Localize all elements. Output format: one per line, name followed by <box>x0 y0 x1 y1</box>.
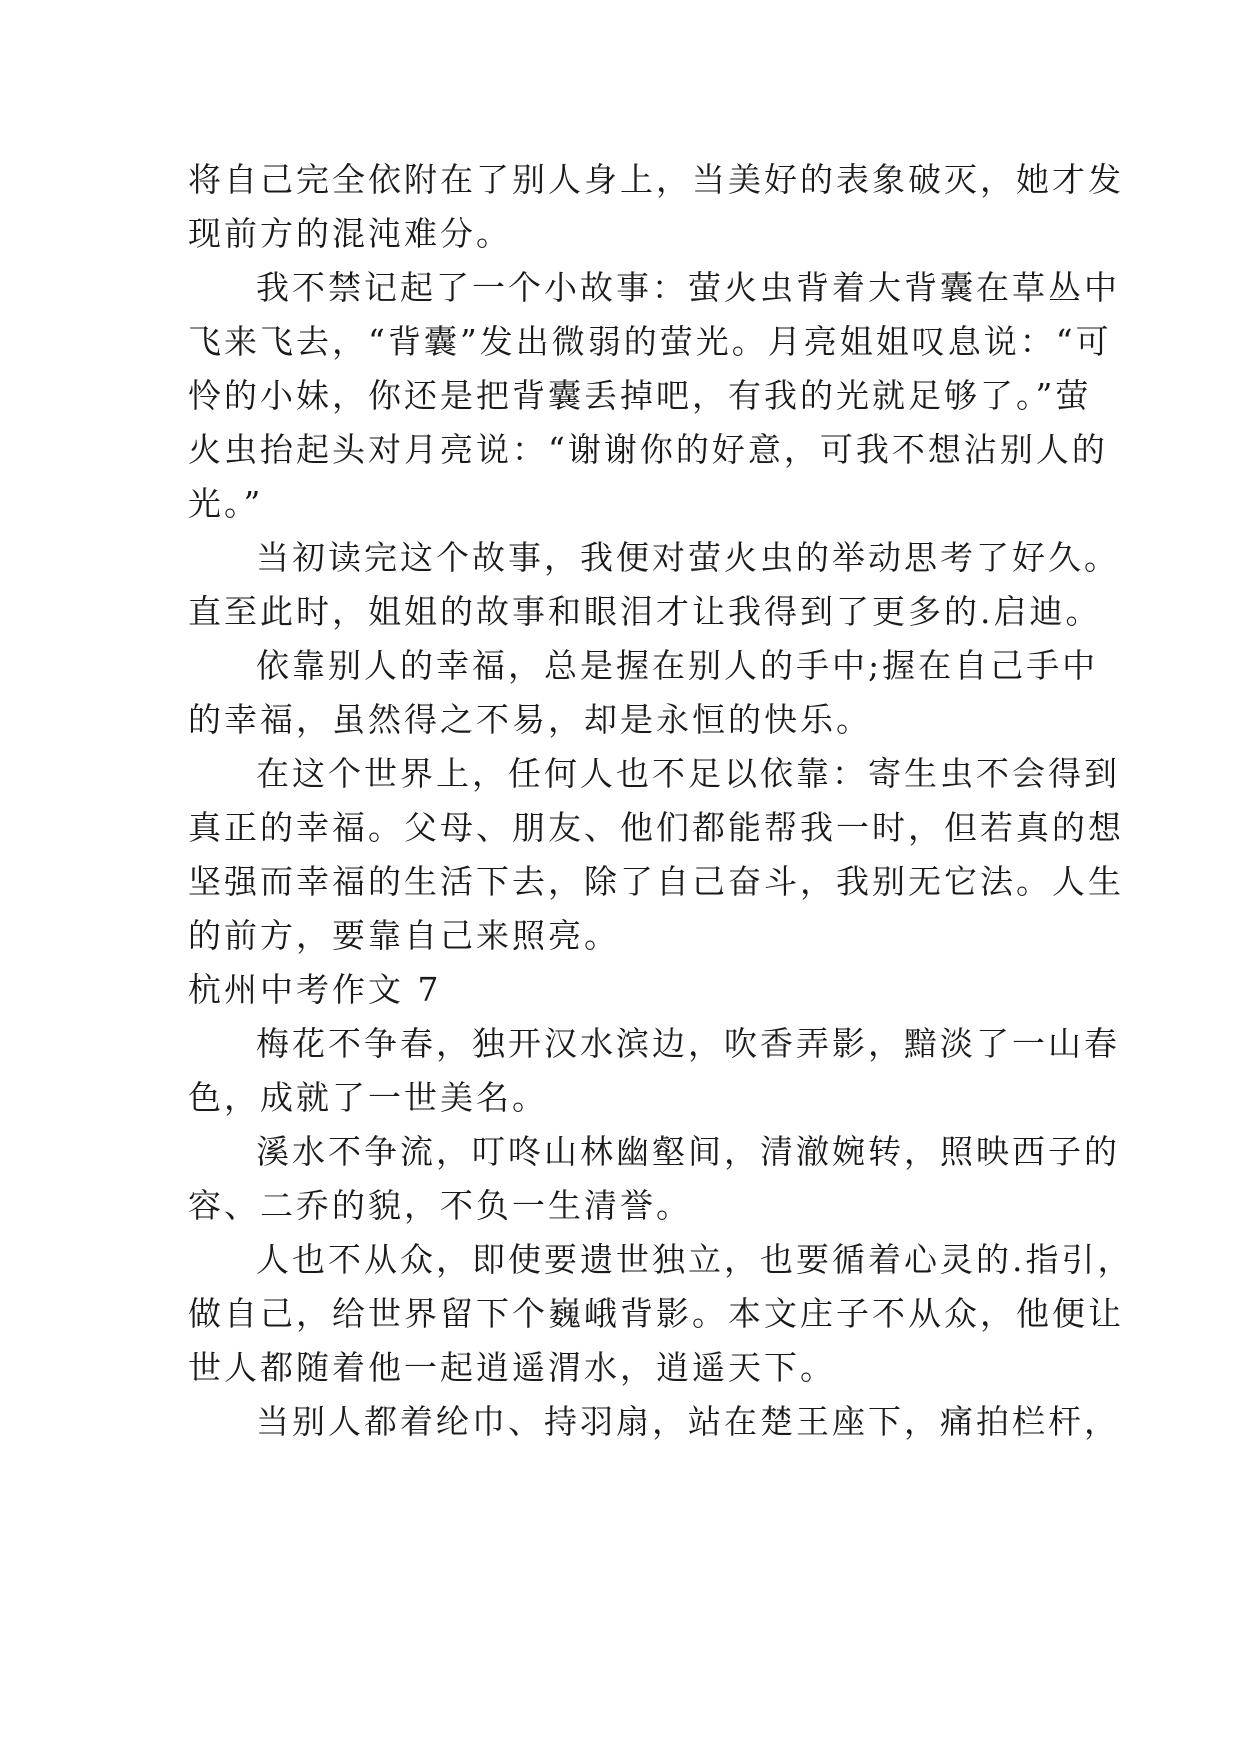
text-line: 世人都随着他一起逍遥渭水，逍遥天下。 <box>188 1348 836 1387</box>
paragraph-start-line: 依靠别人的幸福，总是握在别人的手中;握在自己手中 <box>256 646 1099 685</box>
paragraph-start-line: 在这个世界上，任何人也不足以依靠：寄生虫不会得到 <box>256 754 1120 793</box>
text-line: 的幸福，虽然得之不易，却是永恒的快乐。 <box>188 700 872 739</box>
text-line: 的前方，要靠自己来照亮。 <box>188 916 620 955</box>
text-line: 将自己完全依附在了别人身上，当美好的表象破灭，她才发 <box>188 160 1124 199</box>
paragraph-start-line: 当别人都着纶巾、持羽扇，站在楚王座下，痛拍栏杆， <box>256 1402 1120 1441</box>
paragraph-start-line: 溪水不争流，叮咚山林幽壑间，清澈婉转，照映西子的 <box>256 1132 1120 1171</box>
text-line: 光。” <box>188 484 264 523</box>
text-line: 容、二乔的貌，不负一生清誉。 <box>188 1186 692 1225</box>
text-line: 直至此时，姐姐的故事和眼泪才让我得到了更多的.启迪。 <box>188 592 1102 631</box>
text-line: 坚强而幸福的生活下去，除了自己奋斗，我别无它法。人生 <box>188 862 1124 901</box>
paragraph-start-line: 梅花不争春，独开汉水滨边，吹香弄影，黯淡了一山春 <box>256 1024 1120 1063</box>
paragraph-start-line: 我不禁记起了一个小故事：萤火虫背着大背囊在草丛中 <box>256 268 1120 307</box>
text-line: 火虫抬起头对月亮说：“谢谢你的好意，可我不想沾别人的 <box>188 430 1108 469</box>
paragraph-start-line: 当初读完这个故事，我便对萤火虫的举动思考了好久。 <box>256 538 1120 577</box>
text-line: 现前方的混沌难分。 <box>188 214 512 253</box>
paragraph-start-line: 人也不从众，即使要遗世独立，也要循着心灵的.指引， <box>256 1240 1134 1279</box>
text-line: 做自己，给世界留下个巍峨背影。本文庄子不从众，他便让 <box>188 1294 1124 1333</box>
text-line: 真正的幸福。父母、朋友、他们都能帮我一时，但若真的想 <box>188 808 1124 847</box>
text-line: 飞来飞去，“背囊”发出微弱的萤光。月亮姐姐叹息说：“可 <box>188 322 1112 361</box>
section-heading: 杭州中考作文 7 <box>188 970 442 1009</box>
text-line: 色，成就了一世美名。 <box>188 1078 548 1117</box>
text-line: 怜的小妹，你还是把背囊丢掉吧，有我的光就足够了。”萤 <box>188 376 1092 415</box>
